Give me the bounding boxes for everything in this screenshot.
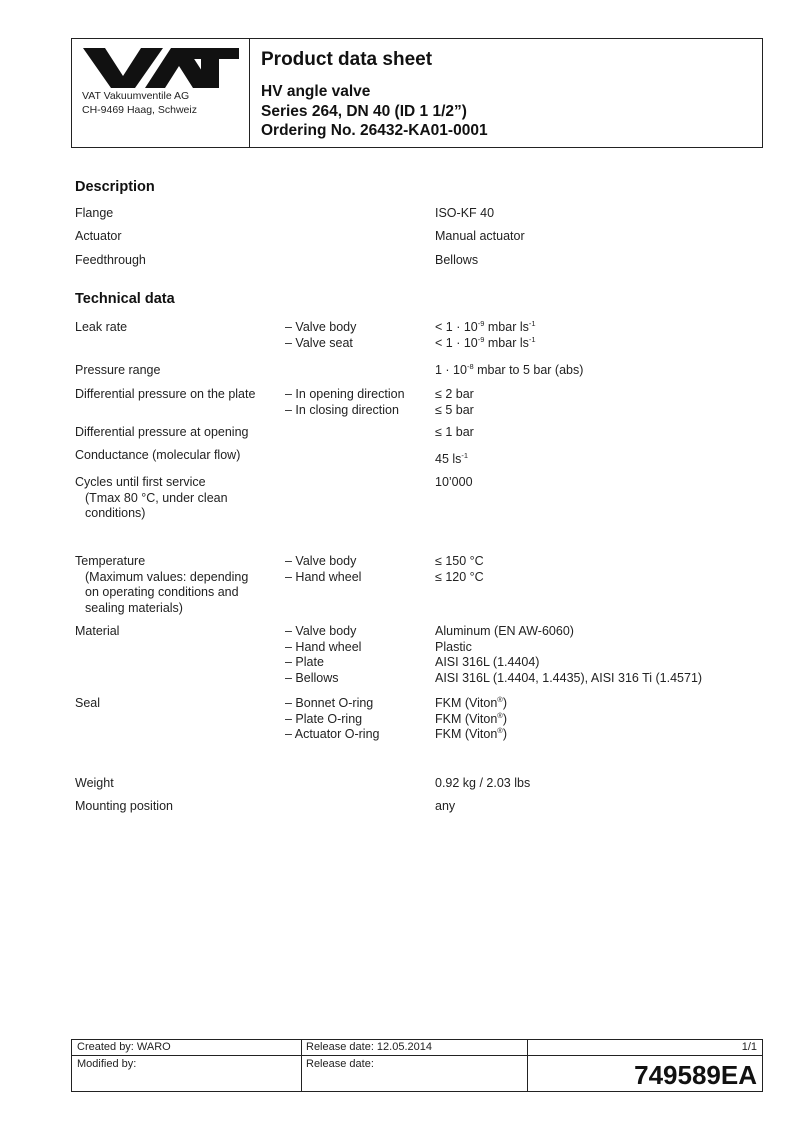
value: Manual actuator (435, 229, 525, 243)
values (435, 387, 775, 418)
sub-label: – Valve seat (285, 335, 353, 350)
page-number: 1/1 (741, 1041, 757, 1053)
technical-heading: Technical data (75, 291, 175, 307)
value: Bellows (435, 253, 479, 267)
created-by: Created by: WARO (77, 1041, 171, 1053)
label: Weight (75, 776, 114, 790)
label: Feedthrough (75, 253, 146, 267)
label: Leak rate (75, 320, 128, 334)
company-name: VAT Vakuumventile AG (82, 90, 190, 102)
value: $1 \cdot 10^{-8}$ mbar to 5 bar (abs) (435, 362, 584, 377)
sub-label: – Valve body (285, 320, 357, 334)
label: Pressure range (75, 363, 161, 377)
page-title: Product data sheet (261, 49, 433, 70)
product-name: HV angle valve (261, 83, 371, 100)
sub-label: – In closing direction (285, 402, 399, 417)
header-box (71, 38, 763, 148)
value: ISO-KF 40 (435, 206, 495, 220)
description-heading: Description (75, 179, 155, 195)
label: Conductance (molecular flow) (75, 448, 241, 462)
value: < $1 \cdot 10^{-9}$ mbar $ls^{-1}$ (435, 334, 536, 350)
sub-label: – In opening direction (285, 387, 405, 401)
values: Aluminum (EN AW-6060) Plastic AISI 316L (1.4404) AISI 316L (1.4404, 1.4435), AISI 316 Ti (1.4571) (435, 624, 703, 685)
sub-labels: – Valve body – Hand wheel – Plate – Bellows (285, 624, 362, 685)
vat-logo (83, 48, 239, 88)
values (435, 320, 775, 351)
company-location: CH-9469 Haag, Schweiz (82, 104, 197, 116)
sub-labels (285, 320, 425, 351)
modified-by: Modified by: (77, 1058, 137, 1070)
sub-labels: – Bonnet O-ring – Plate O-ring – Actuator O-ring (285, 696, 380, 741)
values: ≤ 150 °C ≤ 120 °C (435, 554, 484, 584)
label: Cycles until first service (Tmax 80 °C, under clean conditions) (75, 475, 228, 520)
value: ≤ 5 bar (435, 402, 474, 417)
release-date: Release date: 12.05.2014 (306, 1041, 432, 1053)
label: Material (75, 624, 120, 638)
label: Actuator (75, 229, 122, 243)
product-summary (261, 82, 488, 141)
release-date-2: Release date: (306, 1058, 374, 1070)
label: Differential pressure at opening (75, 425, 249, 439)
label: Differential pressure on the plate (75, 387, 256, 401)
sub-labels: – Valve body – Hand wheel (285, 554, 362, 584)
company-block (72, 39, 250, 147)
value: < $1 \cdot 10^{-9}$ mbar $ls^{-1}$ (435, 319, 536, 334)
value: 0.92 kg / 2.03 lbs (435, 776, 531, 790)
label: Temperature (Maximum values: depending on operating conditions and sealing materials) (75, 554, 249, 615)
title-block (250, 39, 762, 147)
label: Seal (75, 696, 101, 710)
values: FKM (Viton®) FKM (Viton®) FKM (Viton®) (435, 695, 507, 741)
ordering-number: Ordering No. 26432-KA01-0001 (261, 122, 488, 139)
label: Mounting position (75, 799, 173, 813)
value: ≤ 1 bar (435, 425, 474, 439)
value: 45 $ls^{-1}$ (435, 451, 469, 466)
value: any (435, 799, 456, 813)
sub-labels (285, 387, 425, 418)
footer-box (71, 1039, 763, 1092)
company-address (82, 89, 197, 117)
label: Flange (75, 206, 114, 220)
product-series: Series 264, DN 40 (ID 1 1/2”) (261, 102, 467, 120)
document-number: 749589EA (634, 1060, 757, 1090)
value: 10’000 (435, 475, 473, 489)
value: ≤ 2 bar (435, 387, 474, 401)
